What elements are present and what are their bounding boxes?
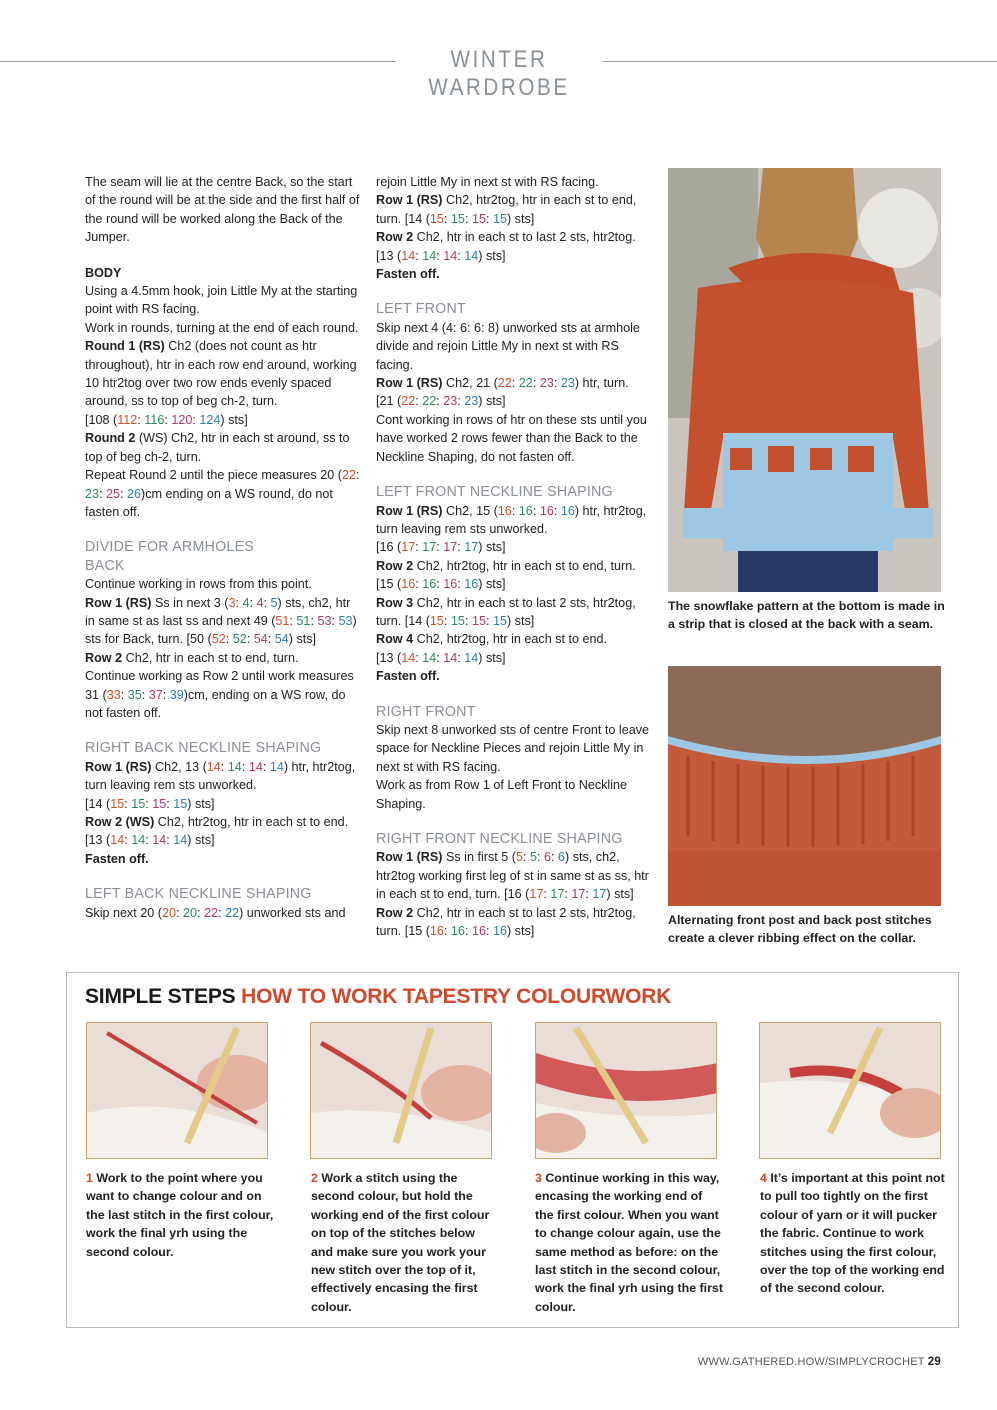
step-2-photo — [310, 1022, 492, 1159]
lfn-row-1: Row 1 (RS) Ch2, 15 (16: 16: 16: 16) htr, htr2tog, turn leaving rem sts unworked. [16 (17: 17: 17: 17) sts] — [376, 503, 647, 555]
step-1-text: 1 Work to the point where you want to change colour and on the last stitch in the first colour, work the final yrh using the second colour. — [86, 1171, 274, 1259]
back-row-2: Row 2 Ch2, htr in each st to end, turn. — [85, 650, 299, 665]
lf-row-1: Row 1 (RS) Ch2, 21 (22: 22: 23: 23) htr, turn. [21 (22: 22: 23: 23) sts] — [376, 376, 629, 409]
lf-text: Skip next 4 (4: 6: 6: 8) unworked sts at armhole divide and rejoin Little My in next st with RS facing. — [376, 320, 640, 372]
left-front-heading: LEFT FRONT — [376, 301, 466, 318]
photo1-caption: The snowflake pattern at the bottom is made in a strip that is closed at the back with a seam. — [668, 599, 945, 632]
rfn-row-1: Row 1 (RS) Ss in first 5 (5: 5: 6: 6) sts, ch2, htr2tog working first leg of st in same st as ss, htr in each st to end, turn. [16 (17: 17: 17: 17) sts] — [376, 850, 649, 902]
rbn-row-1: Row 1 (RS) Ch2, 13 (14: 14: 14: 14) htr, htr2tog, turn leaving rem sts unworked. [14 (15: 15: 15: 15) sts] — [85, 759, 356, 811]
right-front-heading: RIGHT FRONT — [376, 703, 476, 720]
step-3-text: 3 Continue working in this way, encasing the working end of the first colour. When you want to change colour again, use the same method as before: on the last stitch in the second colour, work the final yrh using the first colour. — [535, 1171, 723, 1314]
rbn-row-2: Row 2 (WS) Ch2, htr2tog, htr in each st to end. [13 (14: 14: 14: 14) sts] — [85, 815, 349, 848]
section-title: WINTER WARDROBE — [428, 46, 570, 101]
body-instructions: Work in rounds, turning at the end of each round. — [85, 320, 359, 335]
lbn-continued: rejoin Little My in next st with RS facing. — [376, 175, 599, 189]
rfn-row-2: Row 2 Ch2, htr in each st to last 2 sts, htr2tog, turn. [15 (16: 16: 16: 16) sts] — [376, 905, 636, 939]
round-2: Round 2 (WS) Ch2, htr in each st around, ss to top of beg ch-2, turn. — [85, 431, 350, 464]
round-1: Round 1 (RS) Ch2 (does not count as htr throughout), htr in each row end around, working 10 htr2tog over two row ends evenly spaced around, ss to top of beg ch-2, turn. [108 (112: 116: 120: 124) sts] — [85, 339, 357, 427]
footer — [698, 1356, 941, 1368]
simple-steps-title: SIMPLE STEPS HOW TO WORK TAPESTRY COLOURWORK — [85, 985, 672, 1008]
step-2-text: 2 Work a stitch using the second colour, but hold the working end of the first colour on top of the stitches below and make sure you work your new stitch over the top of it, effectively encasing the first colour. — [311, 1171, 490, 1314]
body-heading: BODY — [85, 265, 122, 280]
lfn-row-3: Row 3 Ch2, htr in each st to last 2 sts, htr2tog, turn. [14 (15: 15: 15: 15) sts] — [376, 595, 636, 628]
back-instructions: Continue working in rows from this point. — [85, 577, 312, 592]
pattern-column-1 — [85, 173, 360, 922]
page-number: 29 — [927, 1356, 941, 1368]
lfn-row-2: Row 2 Ch2, htr2tog, htr in each st to end, turn. [15 (16: 16: 16: 16) sts] — [376, 558, 636, 592]
step-1-photo — [86, 1022, 268, 1159]
fasten-off: Fasten off. — [85, 851, 149, 866]
step-3-photo — [535, 1022, 717, 1159]
lfn-row-4: Row 4 Ch2, htr2tog, htr in each st to end. [13 (14: 14: 14: 14) sts] — [376, 632, 608, 665]
back-continue: Continue working as Row 2 until work measures 31 (33: 35: 37: 39)cm, ending on a WS row, do not fasten off. — [85, 669, 354, 720]
header-rule-left — [0, 61, 396, 62]
step-4-text: 4 It’s important at this point not to pull too tightly on the first colour of yarn or it will pucker the fabric. Continue to work stitches using the first colour, over the top of the working end of the second colour. — [760, 1171, 945, 1296]
right-back-neckline-heading: RIGHT BACK NECKLINE SHAPING — [85, 740, 322, 757]
rf-text-2: Work as from Row 1 of Left Front to Neckline Shaping. — [376, 778, 628, 811]
rf-text: Skip next 8 unworked sts of centre Front to leave space for Neckline Pieces and rejoin Little My in next st with RS facing. — [376, 722, 650, 774]
step-4-photo — [759, 1022, 941, 1159]
header-rule-right — [603, 61, 997, 62]
repeat-instruction: Repeat Round 2 until the piece measures 20 (22: 23: 25: 26)cm ending on a WS round, do not fasten off. — [85, 468, 360, 519]
lbn-row-1: Row 1 (RS) Ch2, htr2tog, htr in each st to end, turn. [14 (15: 15: 15: 15) sts] — [376, 193, 637, 226]
divide-heading: DIVIDE FOR ARMHOLES — [85, 539, 255, 556]
lbn-row-2: Row 2 Ch2, htr in each st to last 2 sts, htr2tog. [13 (14: 14: 14: 14) sts] — [376, 230, 636, 263]
body-instructions: Using a 4.5mm hook, join Little My at the starting point with RS facing. — [85, 284, 358, 317]
collar-photo — [668, 666, 941, 906]
intro-text: The seam will lie at the centre Back, so the start of the round will be at the side and the first half of the round will be worked along the Back of the Jumper. — [85, 175, 360, 245]
lbn-text: Skip next 20 (20: 20: 22: 22) unworked sts and — [85, 905, 346, 920]
left-front-neckline-heading: LEFT FRONT NECKLINE SHAPING — [376, 484, 613, 501]
jumper-back-photo — [668, 168, 941, 592]
photo2-caption: Alternating front post and back post stitches create a clever ribbing effect on the collar. — [668, 913, 932, 946]
lf-continue: Cont working in rows of htr on these sts until you have worked 2 rows fewer than the Back to the Neckline Shaping, do not fasten off. — [376, 412, 647, 464]
pattern-column-2 — [376, 173, 651, 940]
footer-url[interactable]: WWW.GATHERED.HOW/SIMPLYCROCHET — [697, 1356, 925, 1368]
left-back-neckline-heading: LEFT BACK NECKLINE SHAPING — [85, 886, 312, 903]
right-front-neckline-heading: RIGHT FRONT NECKLINE SHAPING — [376, 831, 623, 847]
fasten-off: Fasten off. — [376, 267, 440, 282]
back-row-1: Row 1 (RS) Ss in next 3 (3: 4: 4: 5) sts, ch2, htr in same st as last ss and next 49 (51: 51: 53: 53) sts for Back, turn. [50 (52: 52: 54: 54) sts] — [85, 595, 357, 647]
fasten-off: Fasten off. — [376, 669, 440, 684]
back-heading: BACK — [85, 557, 125, 574]
